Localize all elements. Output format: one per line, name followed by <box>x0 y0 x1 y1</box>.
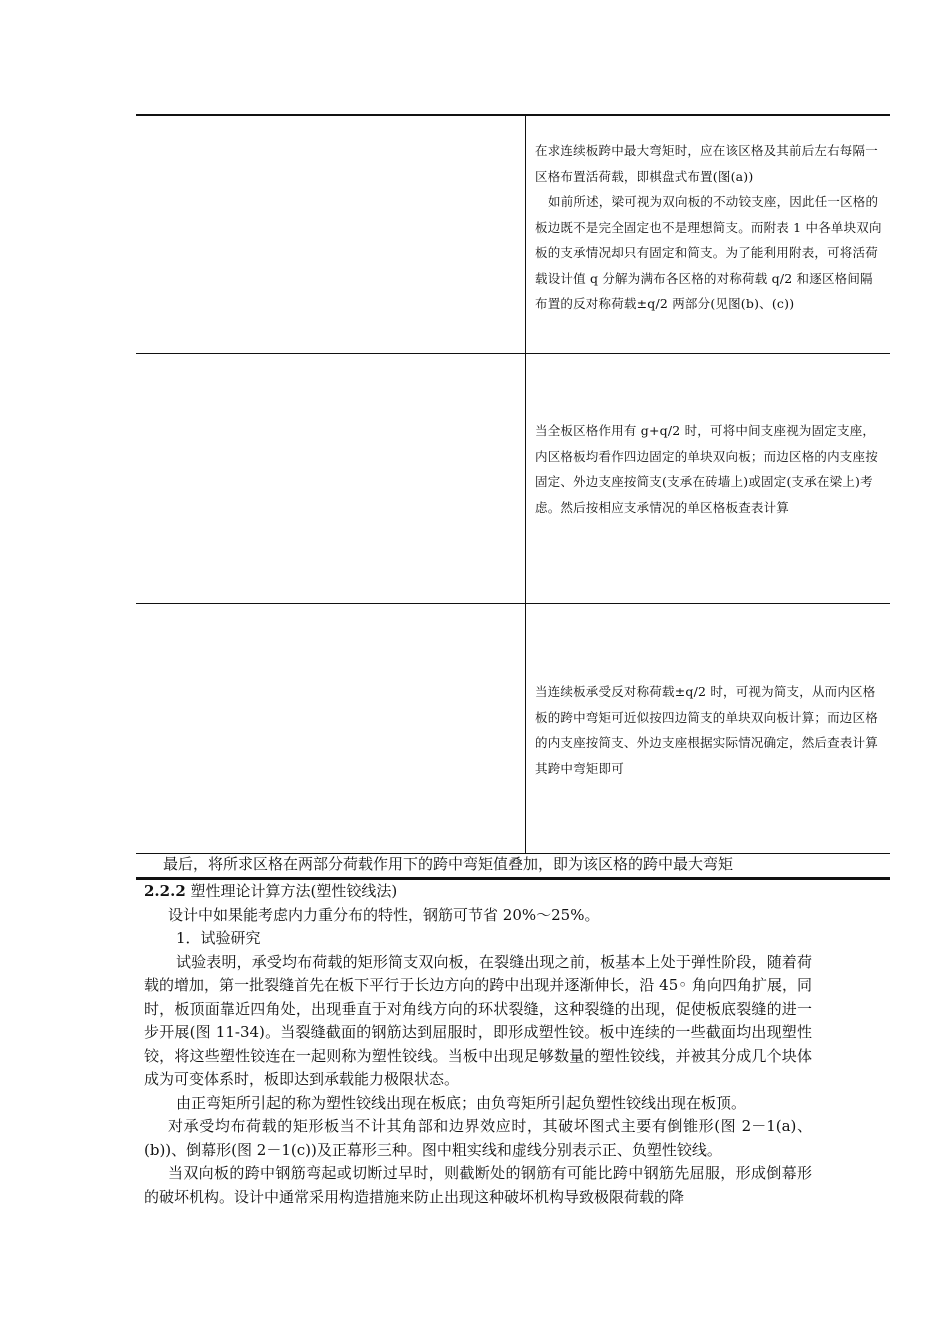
paragraph: 由正弯矩所引起的称为塑性铰线出现在板底；由负弯矩所引起负塑性铰线出现在板顶。 <box>176 1093 747 1112</box>
subheading: 1．试验研究 <box>176 929 261 947</box>
paragraph: 对承受均布荷载的矩形板当不计其角部和边界效应时，其破坏图式主要有倒锥形(图 2－1(a)、(b))、倒幕形(图 2－1(c))及正幕形三种。图中粗实线和虚线分别表示正、负塑性铰线。 <box>144 1117 812 1159</box>
table-cell-paragraph: 在求连续板跨中最大弯矩时，应在该区格及其前后左右每隔一区格布置活荷载，即棋盘式布置(图(a)) <box>535 143 878 184</box>
section-heading <box>144 880 812 904</box>
table-cell-paragraph: 如前所述，梁可视为双向板的不动铰支座，因此任一区格的板边既不是完全固定也不是理想简支。而附表 1 中各单块双向板的支承情况却只有固定和简支。为了能利用附表，可将活荷载设计值 q 分解为满布各区格的对称荷载 q/2 和逐区格间隔布置的反对称荷载±q/2 两部分(见图(b)、(c)) <box>535 194 882 311</box>
table-summary-row: 最后，将所求区格在两部分荷载作用下的跨中弯矩值叠加，即为该区格的跨中最大弯矩 <box>163 855 734 873</box>
table-cell-right <box>535 418 885 520</box>
table-cell-paragraph: 当连续板承受反对称荷载±q/2 时，可视为简支，从而内区格板的跨中弯矩可近似按四边简支的单块双向板计算；而边区格的内支座按简支、外边支座根据实际情况确定，然后查表计算其跨中弯矩即可 <box>535 684 878 776</box>
table-cell-paragraph: 当全板区格作用有 g+q/2 时，可将中间支座视为固定支座，内区格板均看作四边固定的单块双向板；而边区格的内支座按固定、外边支座按简支(支承在砖墙上)或固定(支承在梁上)考虑。然后按相应支承情况的单区格板查表计算 <box>535 423 878 515</box>
table-row-divider <box>136 353 890 354</box>
table-cell-right <box>535 138 885 317</box>
paragraph: 试验表明，承受均布荷载的矩形简支双向板，在裂缝出现之前，板基本上处于弹性阶段，随着荷载的增加，第一批裂缝首先在板下平行于长边方向的跨中出现并逐渐伸长，沿 45◦ 角向四角扩展，同时，板顶面靠近四角处，出现垂直于对角线方向的环状裂缝，这种裂缝的出现，促使板底裂缝的进一步开展(图 11-34)。当裂缝截面的钢筋达到屈服时，即形成塑性铰。板中连续的一些截面均出现塑性铰，将这些塑性铰连在一起则称为塑性铰线。当板中出现足够数量的塑性铰线，并被其分成几个块体成为可变体系时，板即达到承载能力极限状态。 <box>144 952 812 1088</box>
table-row-divider <box>136 603 890 604</box>
section-title: 塑性理论计算方法(塑性铰线法) <box>190 882 398 900</box>
paragraph: 当双向板的跨中钢筋弯起或切断过早时，则截断处的钢筋有可能比跨中钢筋先屈服，形成倒幕形的破坏机构。设计中通常采用构造措施来防止出现这种破坏机构导致极限荷载的降 <box>144 1164 812 1206</box>
table-cell-right <box>535 679 885 781</box>
table-top-border <box>136 114 890 116</box>
body-text <box>144 880 812 1209</box>
paragraph: 设计中如果能考虑内力重分布的特性，钢筋可节省 20%～25%。 <box>168 905 600 924</box>
table-column-divider <box>525 114 526 853</box>
section-number: 2.2.2 <box>144 882 186 900</box>
